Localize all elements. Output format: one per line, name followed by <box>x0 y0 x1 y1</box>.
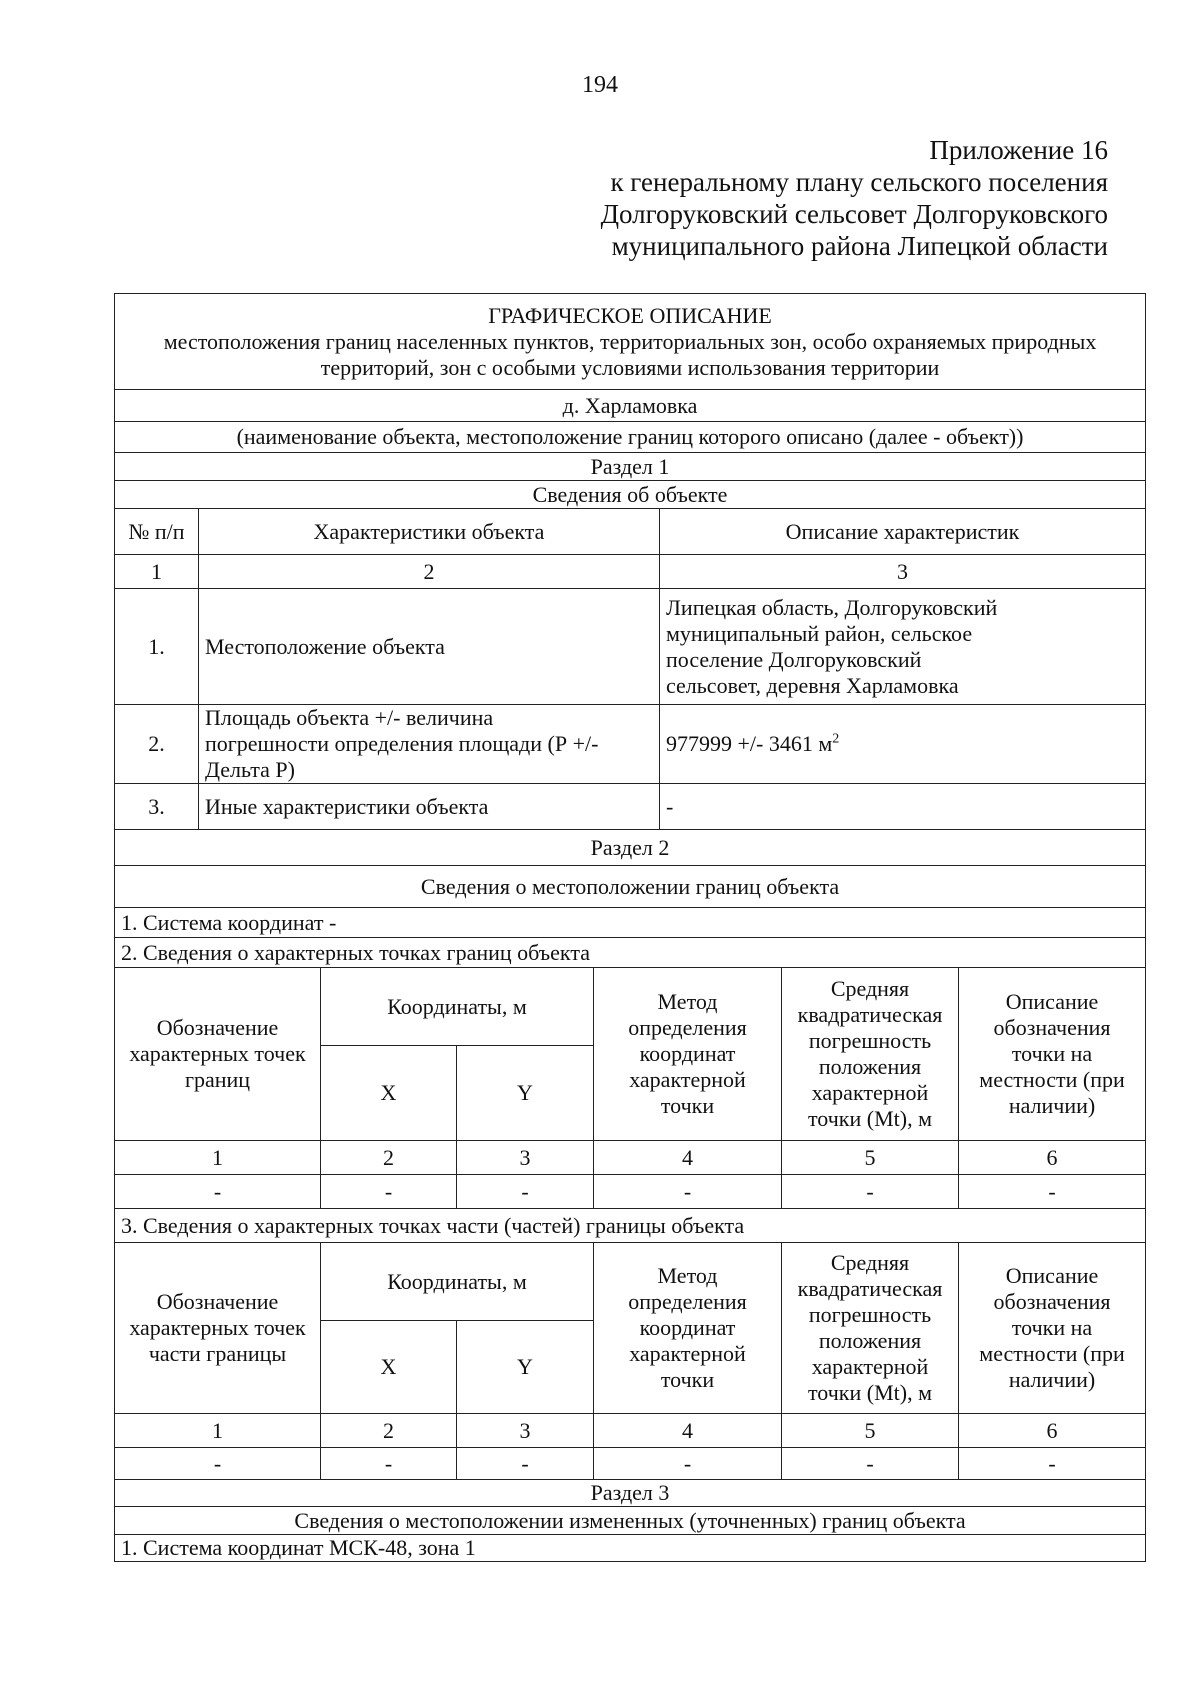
col-number: 4 <box>594 1414 782 1448</box>
empty-cell: - <box>115 1448 321 1480</box>
col-number: 3 <box>660 555 1146 589</box>
appendix-line: к генеральному плану сельского поселения <box>610 167 1108 197</box>
section1-subtitle: Сведения об объекте <box>115 481 1146 509</box>
description-line: муниципальный район, сельское <box>666 620 973 646</box>
row-number: 1. <box>115 589 199 705</box>
header-line: точки (Mt), м <box>807 1380 933 1405</box>
row-number: 2. <box>115 705 199 784</box>
name-line: Площадь объекта +/- величина <box>205 705 494 730</box>
point-designation-header <box>115 968 321 1141</box>
table-row <box>115 784 1146 830</box>
method-header <box>594 968 782 1141</box>
header-line: Описание <box>1005 1263 1099 1288</box>
col-number: 6 <box>959 1414 1146 1448</box>
col-header-number: № п/п <box>115 509 199 555</box>
header-line: наличии) <box>1008 1093 1096 1118</box>
header-line: Средняя <box>830 976 910 1001</box>
description-line: поселение Долгоруковский <box>666 646 922 672</box>
empty-cell: - <box>115 1175 321 1209</box>
document-title: ГРАФИЧЕСКОЕ ОПИСАНИЕ <box>488 302 772 328</box>
characteristic-name: Местоположение объекта <box>199 589 660 705</box>
empty-cell: - <box>594 1448 782 1480</box>
header-line: точки на <box>1011 1041 1093 1066</box>
coordinate-system: 1. Система координат - <box>115 908 1146 938</box>
col-number: 2 <box>321 1141 457 1175</box>
description-line: Липецкая область, Долгоруковский <box>666 594 998 620</box>
header-line: обозначения <box>993 1015 1111 1040</box>
document-subtitle: местоположения границ населенных пунктов, территориальных зон, особо охраняемых природных <box>163 328 1097 354</box>
table-row <box>115 589 1146 705</box>
header-line: определения <box>628 1289 747 1314</box>
header-line: границ <box>184 1067 251 1092</box>
parts-header-row <box>115 1243 1146 1321</box>
empty-cell: - <box>782 1448 959 1480</box>
characteristic-description <box>660 705 1146 784</box>
points-col-numbers <box>115 1141 1146 1175</box>
coordinates-header: Координаты, м <box>321 968 594 1046</box>
y-header: Y <box>457 1321 594 1414</box>
object-name: д. Харламовка <box>115 390 1146 422</box>
y-header: Y <box>457 1046 594 1141</box>
header-line: точки <box>660 1093 715 1118</box>
col-number: 1 <box>115 1141 321 1175</box>
header-line: характерных точек <box>129 1041 306 1066</box>
parts-section-title: 3. Сведения о характерных точках части (частей) границы объекта <box>115 1209 1146 1243</box>
name-line: погрешности определения площади (Р +/- Дельта Р) <box>205 731 599 782</box>
col-number: 3 <box>457 1414 594 1448</box>
header-line: местности (при <box>979 1067 1125 1092</box>
header-line: Обозначение <box>156 1015 279 1040</box>
header-line: квадратическая <box>797 1276 943 1301</box>
area-value: 977999 +/- 3461 м <box>666 731 833 756</box>
appendix-line: Приложение 16 <box>929 135 1108 165</box>
header-line: координат <box>639 1315 736 1340</box>
header-line: характерной <box>811 1080 929 1105</box>
graphic-description-table <box>114 293 1146 1562</box>
header-line: определения <box>628 1015 747 1040</box>
header-line: Средняя <box>830 1250 910 1275</box>
object-caption: (наименование объекта, местоположение границ которого описано (далее - объект)) <box>115 422 1146 453</box>
col-number: 2 <box>321 1414 457 1448</box>
header-line: погрешность <box>808 1028 932 1053</box>
table-row <box>115 1175 1146 1209</box>
characteristic-name <box>199 705 660 784</box>
section3-title: Раздел 3 <box>115 1480 1146 1507</box>
part-point-designation-header <box>115 1243 321 1414</box>
header-row <box>115 294 1146 390</box>
appendix-heading <box>601 134 1108 262</box>
header-line: характерных точек <box>129 1315 306 1340</box>
coordinates-header: Координаты, м <box>321 1243 594 1321</box>
col-header-description: Описание характеристик <box>660 509 1146 555</box>
document-header <box>115 294 1146 390</box>
section1-header-row <box>115 509 1146 555</box>
header-line: местности (при <box>979 1341 1125 1366</box>
header-line: части границы <box>148 1341 287 1366</box>
header-line: Метод <box>657 989 718 1014</box>
header-line: положения <box>818 1054 922 1079</box>
header-line: Метод <box>657 1263 718 1288</box>
parts-col-numbers <box>115 1414 1146 1448</box>
x-header: X <box>321 1046 457 1141</box>
description-line: сельсовет, деревня Харламовка <box>666 672 959 698</box>
section1-title: Раздел 1 <box>115 453 1146 481</box>
col-number: 1 <box>115 1414 321 1448</box>
header-line: точки <box>660 1367 715 1392</box>
empty-cell: - <box>321 1448 457 1480</box>
header-line: Обозначение <box>156 1289 279 1314</box>
page-number: 194 <box>582 72 618 98</box>
header-line: характерной <box>629 1067 746 1092</box>
header-line: характерной <box>629 1341 746 1366</box>
location-description-header <box>959 1243 1146 1414</box>
table-row <box>115 1448 1146 1480</box>
area-unit-exponent: 2 <box>832 731 840 747</box>
error-header <box>782 968 959 1141</box>
table-row <box>115 705 1146 784</box>
empty-cell: - <box>782 1175 959 1209</box>
row-number: 3. <box>115 784 199 830</box>
header-line: наличии) <box>1008 1367 1096 1392</box>
appendix-line: Долгоруковский сельсовет Долгоруковского <box>600 199 1108 229</box>
col-number: 1 <box>115 555 199 589</box>
empty-cell: - <box>457 1448 594 1480</box>
appendix-line: муниципального района Липецкой области <box>611 231 1108 261</box>
empty-cell: - <box>594 1175 782 1209</box>
document-subtitle: территорий, зон с особыми условиями использования территории <box>320 354 940 380</box>
col-number: 6 <box>959 1141 1146 1175</box>
points-section-title: 2. Сведения о характерных точках границ объекта <box>115 938 1146 968</box>
characteristic-description <box>660 589 1146 705</box>
col-number: 4 <box>594 1141 782 1175</box>
header-line: точки (Mt), м <box>807 1106 933 1131</box>
header-line: характерной <box>811 1354 929 1379</box>
section3-subtitle: Сведения о местоположении измененных (уточненных) границ объекта <box>115 1507 1146 1535</box>
col-number: 5 <box>782 1141 959 1175</box>
col-number: 2 <box>199 555 660 589</box>
header-line: положения <box>818 1328 922 1353</box>
coordinate-system: 1. Система координат МСК-48, зона 1 <box>115 1535 1146 1562</box>
col-number: 5 <box>782 1414 959 1448</box>
error-header <box>782 1243 959 1414</box>
section1-col-numbers <box>115 555 1146 589</box>
col-number: 3 <box>457 1141 594 1175</box>
location-description-header <box>959 968 1146 1141</box>
empty-cell: - <box>321 1175 457 1209</box>
empty-cell: - <box>959 1448 1146 1480</box>
header-line: координат <box>639 1041 736 1066</box>
empty-cell: - <box>959 1175 1146 1209</box>
header-line: Описание <box>1005 989 1099 1014</box>
empty-cell: - <box>457 1175 594 1209</box>
header-line: точки на <box>1011 1315 1093 1340</box>
header-line: погрешность <box>808 1302 932 1327</box>
method-header <box>594 1243 782 1414</box>
col-header-characteristics: Характеристики объекта <box>199 509 660 555</box>
x-header: X <box>321 1321 457 1414</box>
characteristic-description: - <box>660 784 1146 830</box>
section2-title: Раздел 2 <box>115 830 1146 866</box>
characteristic-name: Иные характеристики объекта <box>199 784 660 830</box>
section2-subtitle: Сведения о местоположении границ объекта <box>115 866 1146 908</box>
header-line: обозначения <box>993 1289 1111 1314</box>
header-line: квадратическая <box>797 1002 943 1027</box>
points-header-row <box>115 968 1146 1046</box>
